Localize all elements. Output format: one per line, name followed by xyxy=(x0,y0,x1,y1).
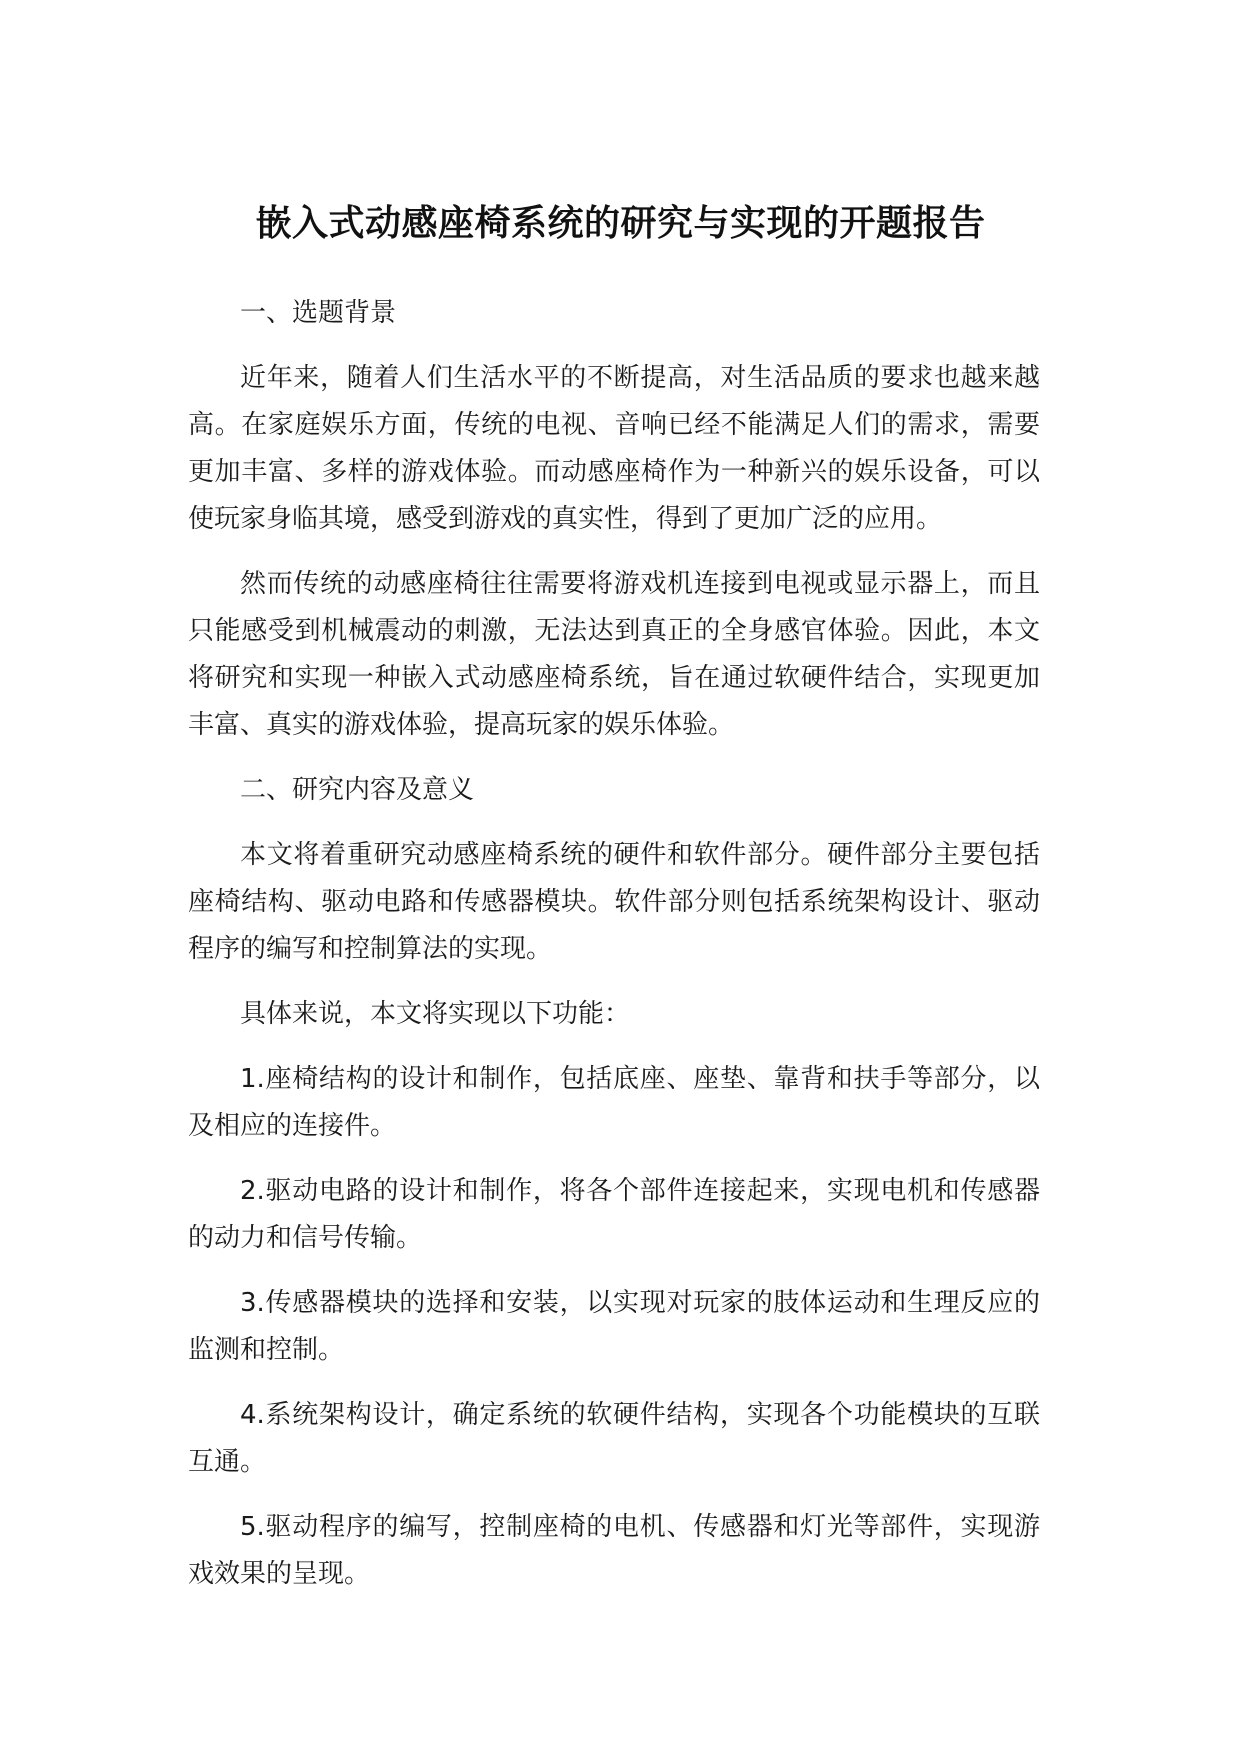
list-item: 5.驱动程序的编写，控制座椅的电机、传感器和灯光等部件，实现游戏效果的呈现。 xyxy=(188,1512,1040,1589)
list-item: 3.传感器模块的选择和安装，以实现对玩家的肢体运动和生理反应的监测和控制。 xyxy=(188,1288,1040,1365)
paragraph: 然而传统的动感座椅往往需要将游戏机连接到电视或显示器上，而且只能感受到机械震动的刺激，无法达到真正的全身感官体验。因此，本文将研究和实现一种嵌入式动感座椅系统，旨在通过软硬件结合，实现更加丰富、真实的游戏体验，提高玩家的娱乐体验。 xyxy=(188,569,1040,740)
list-item: 1.座椅结构的设计和制作，包括底座、座垫、靠背和扶手等部分，以及相应的连接件。 xyxy=(188,1064,1040,1141)
document-title: 嵌入式动感座椅系统的研究与实现的开题报告 xyxy=(255,203,986,245)
paragraph: 具体来说，本文将实现以下功能： xyxy=(240,999,631,1029)
list-item: 2.驱动电路的设计和制作，将各个部件连接起来，实现电机和传感器的动力和信号传输。 xyxy=(188,1176,1040,1253)
document-body xyxy=(188,290,1040,1616)
paragraph: 近年来，随着人们生活水平的不断提高，对生活品质的要求也越来越高。在家庭娱乐方面，传统的电视、音响已经不能满足人们的需求，需要更加丰富、多样的游戏体验。而动感座椅作为一种新兴的娱乐设备，可以使玩家身临其境，感受到游戏的真实性，得到了更加广泛的应用。 xyxy=(188,363,1040,534)
section-heading-background: 一、选题背景 xyxy=(240,298,397,328)
list-item: 4.系统架构设计，确定系统的软硬件结构，实现各个功能模块的互联互通。 xyxy=(188,1400,1040,1477)
section-heading-research-content: 二、研究内容及意义 xyxy=(240,775,475,805)
paragraph: 本文将着重研究动感座椅系统的硬件和软件部分。硬件部分主要包括座椅结构、驱动电路和传感器模块。软件部分则包括系统架构设计、驱动程序的编写和控制算法的实现。 xyxy=(188,840,1040,964)
